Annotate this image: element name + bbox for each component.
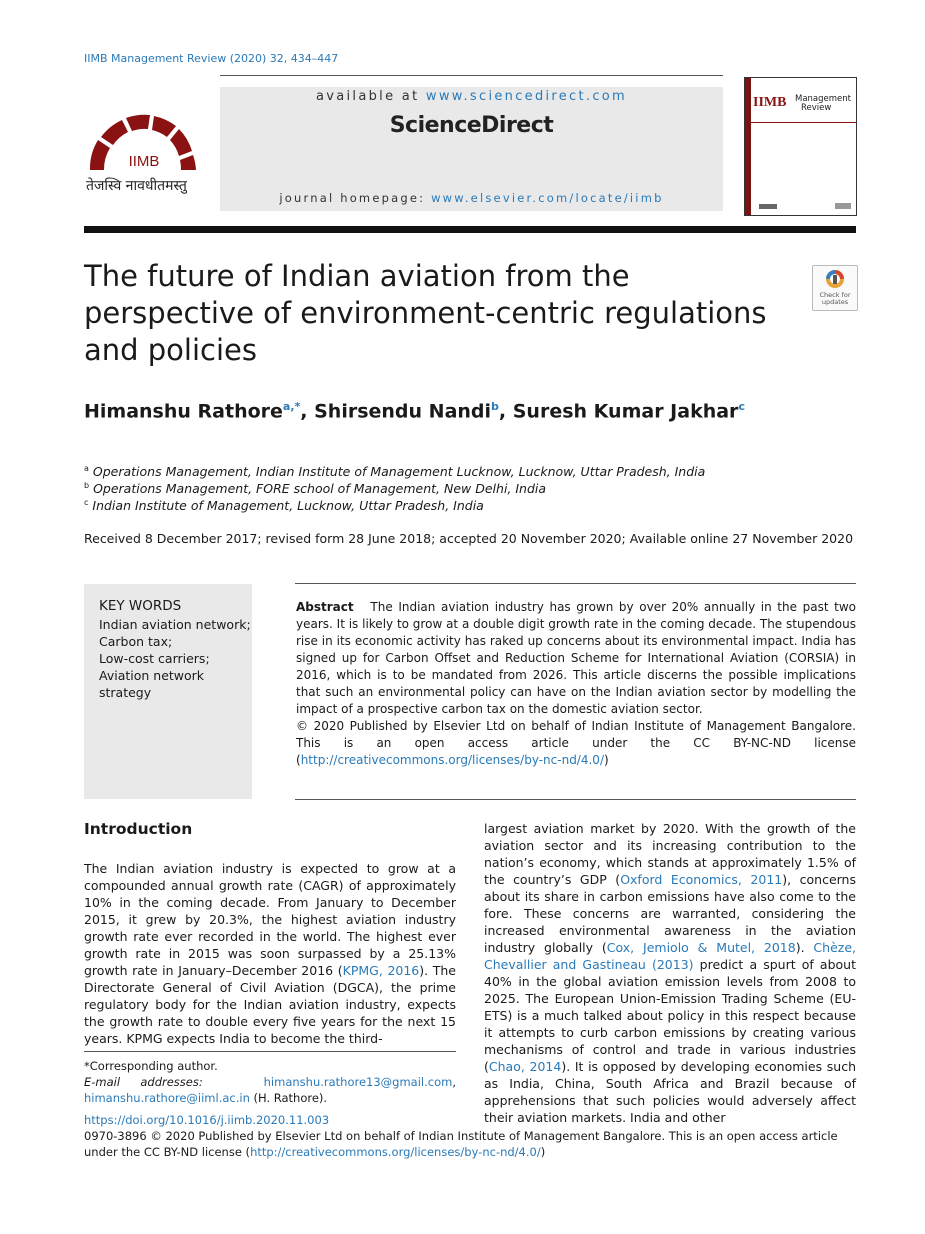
affiliation-mark: b (84, 481, 90, 490)
author-name: Himanshu Rathore (84, 400, 283, 423)
author-separator: , (498, 400, 513, 423)
citation-link[interactable]: KPMG, 2016 (342, 963, 420, 978)
body-text: largest aviation market by 2020. With the growth of the aviation sector and its increasing contribution to the nation’s economy, which stands at approximately 1.5% of the country’s GDP ( (484, 821, 856, 887)
cfu-line2: updates (821, 298, 849, 306)
corresponding-author: *Corresponding author. (84, 1059, 218, 1073)
abstract (296, 599, 856, 769)
issn-license-link[interactable]: http://creativecommons.org/licenses/by-nc-nd/4.0/ (250, 1145, 541, 1159)
author-name: Shirsendu Nandi (314, 400, 492, 423)
cfu-line1: Check for (819, 291, 851, 299)
email-label: E-mail addresses: (84, 1075, 203, 1089)
keywords-heading: KEY WORDS (99, 598, 182, 614)
keyword: Carbon tax; (99, 634, 173, 649)
cover-sub-line2: Review (801, 103, 832, 113)
body-text: ), concerns about its share in carbon emissions have also come to the fore. These concerns are warranted, considering the increased environmental awareness in the aviation industry globally ( (484, 872, 856, 955)
affiliation-mark: a (84, 464, 89, 473)
homepage-prefix: journal homepage: (279, 191, 432, 205)
homepage-link[interactable]: www.elsevier.com/locate/iimb (431, 191, 664, 205)
citation-link[interactable]: Chèze, Chevallier and Gastineau (2013) (484, 940, 856, 972)
email-link[interactable]: himanshu.rathore13@gmail.com (263, 1075, 453, 1089)
cover-subtitle (795, 95, 851, 113)
article-history: Received 8 December 2017; revised form 28 June 2018; accepted 20 November 2020; Available online 27 November 2020 (84, 531, 854, 546)
body-text: ). It is opposed by developing economies such as India, China, South Africa and Brazil because of apprehensions that such policies would adversely affect their aviation markets. India and other (484, 1059, 856, 1125)
email-separator: , (452, 1075, 456, 1089)
citation-link[interactable]: Chao, 2014 (488, 1059, 562, 1074)
body-text: The Indian aviation industry is expected to grow at a compounded annual growth rate (CAGR) of approximately 10% in the coming decade. From January to December 2015, it grew by 20.3%, the highest aviation industry growth rate ever recorded in the world. The highest ever growth rate in 2015 was soon surpassed by a 25.13% growth rate in January–December 2016 ( (84, 861, 456, 978)
affiliation (84, 481, 546, 496)
author-list (84, 400, 745, 422)
affiliation-text: Operations Management, Indian Institute of Management Lucknow, Lucknow, Uttar Pradesh, India (92, 464, 706, 480)
check-for-updates-badge[interactable] (812, 265, 858, 311)
sciencedirect-banner (220, 87, 723, 211)
logo-motto: तेजस्वि नावधीतमस्तु (86, 178, 187, 194)
affiliation (84, 464, 705, 479)
body-column-right (484, 820, 856, 1126)
header-thick-rule (84, 226, 856, 233)
issn-license-line (84, 1128, 856, 1160)
email-tail: (H. Rathore). (249, 1091, 328, 1105)
header-rule (220, 75, 723, 76)
author-name: Suresh Kumar Jakhar (512, 400, 739, 423)
cover-publisher-mark (759, 204, 777, 209)
abstract-bottom-rule (295, 799, 856, 800)
journal-reference[interactable]: IIMB Management Review (2020) 32, 434–447 (84, 52, 339, 65)
crossmark-icon (825, 269, 845, 289)
keywords-box (84, 584, 252, 799)
affiliation-mark: c (84, 498, 89, 507)
affiliation-text: Indian Institute of Management, Lucknow, Uttar Pradesh, India (92, 498, 484, 514)
footnote (84, 1058, 456, 1106)
cover-institute-mark (835, 203, 851, 209)
sciencedirect-link[interactable]: www.sciencedirect.com (425, 89, 628, 104)
keyword: Indian aviation network; (99, 617, 251, 632)
journal-homepage (220, 191, 723, 205)
abstract-text: The Indian aviation industry has grown by over 20% annually in the past two years. It is likely to grow at a double digit growth rate in the coming decade. The stupendous rise in its economic activity has raked up concerns about its environmental impact. India has signed up for Carbon Offset and Reduction Scheme for International Aviation (CORSIA) in 2016, which is to be mandated from 2026. This article discerns the possible implications that such an environmental policy can have on the Indian aviation sector by modelling the impact of a prospective carbon tax on the domestic aviation sector. (296, 600, 856, 716)
author-affil-mark[interactable]: b (491, 400, 499, 413)
keyword: Low-cost carriers; (99, 651, 210, 666)
body-text: ). The Directorate General of Civil Aviation (DGCA), the prime regulatory body for the Indian aviation industry, expects the growth rate to double every five years for the next 15 years. KPMG expects India to become the third- (84, 963, 457, 1046)
issn-close: ) (540, 1145, 546, 1159)
abstract-copyright: © 2020 Published by Elsevier Ltd on behalf of Indian Institute of Management Bangalore. This is an open access article under the CC BY-NC-ND license ( (296, 719, 856, 767)
check-for-updates-label (813, 292, 857, 306)
affiliation (84, 498, 484, 513)
author-separator: , (300, 400, 315, 423)
keyword: Aviation network (99, 668, 205, 683)
available-at (220, 89, 723, 104)
article-title: The future of Indian aviation from the perspective of environment-centric regulations and policies (84, 259, 767, 367)
author-affil-mark[interactable]: c (738, 400, 745, 413)
license-link[interactable]: http://creativecommons.org/licenses/by-nc-nd/4.0/ (300, 753, 604, 767)
body-column-left (84, 860, 456, 1047)
footnote-rule (84, 1051, 456, 1052)
email-link[interactable]: himanshu.rathore@iiml.ac.in (84, 1091, 250, 1105)
journal-cover (744, 77, 857, 216)
cover-title: IIMB (753, 95, 787, 110)
citation-link[interactable]: Oxford Economics, 2011 (620, 872, 783, 887)
logo-text: IIMB (128, 153, 160, 170)
cover-spine (745, 78, 751, 215)
sciencedirect-wordmark: ScienceDirect (389, 113, 554, 138)
cover-sub-line1: Management (795, 94, 851, 104)
abstract-label: Abstract (296, 600, 354, 614)
email-addresses (84, 1074, 456, 1106)
issn-text: 0970-3896 © 2020 Published by Elsevier Ltd on behalf of Indian Institute of Management Bangalore. This is an open access article under the CC BY-ND license ( (84, 1129, 838, 1159)
cover-rule (751, 122, 856, 123)
available-prefix: available at (315, 89, 426, 104)
body-text: predict a spurt of about 40% in the global aviation emission levels from 2008 to 2025. The European Union-Emission Trading Scheme (EU-ETS) is a much talked about policy in this respect because it attempts to curb carbon emissions by creating various mechanisms of control and trade in various industries ( (484, 957, 856, 1074)
section-heading-introduction: Introduction (84, 820, 193, 838)
affiliation-text: Operations Management, FORE school of Management, New Delhi, India (93, 481, 547, 497)
keyword: strategy (99, 685, 152, 700)
citation-link[interactable]: Cox, Jemiolo & Mutel, 2018 (606, 940, 796, 955)
author-affil-mark[interactable]: a,* (282, 400, 301, 413)
body-text: ). (795, 940, 814, 955)
doi-link[interactable]: https://doi.org/10.1016/j.iimb.2020.11.003 (84, 1113, 330, 1127)
abstract-top-rule (295, 583, 856, 584)
abstract-close: ) (603, 753, 609, 767)
